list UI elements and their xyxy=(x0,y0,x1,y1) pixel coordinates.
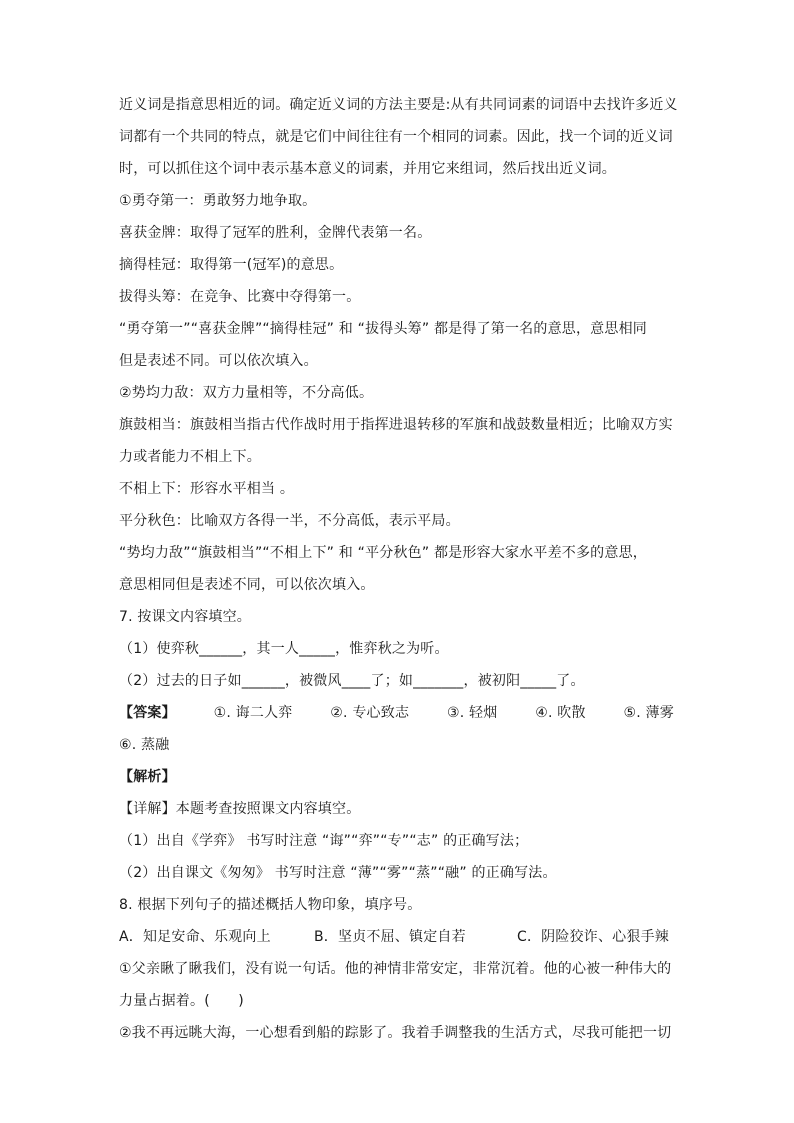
detail-line: （1）出自《学弈》 书写时注意 “诲”“弈”“专”“志” 的正确写法； xyxy=(119,833,529,849)
paragraph-line: 不相上下：形容水平相当 。 xyxy=(119,481,295,497)
detail-line: （2）出自课文《匆匆》 书写时注意 “薄”“雾”“蒸”“融” 的正确写法。 xyxy=(119,865,557,881)
paragraph-line: ②势均力敌：双方力量相等，不分高低。 xyxy=(119,385,374,401)
paragraph-line: 喜获金牌：取得了冠军的胜利，金牌代表第一名。 xyxy=(119,225,432,241)
paragraph-line: 但是表述不同。可以依次填入。 xyxy=(119,353,318,369)
paragraph-line: “势均力敌”“旗鼓相当”“不相上下” 和 “平分秋色” 都是形容大家水平差不多的意思， xyxy=(119,545,647,561)
answer-row xyxy=(119,703,674,723)
paragraph-line: 平分秋色：比喻双方各得一半，不分高低，表示平局。 xyxy=(119,513,460,529)
paragraph-line: ①勇夺第一：勇敢努力地争取。 xyxy=(119,193,317,209)
sentence-line: ②我不再远眺大海，一心想看到船的踪影了。我着手调整我的生活方式，尽我可能把一切 xyxy=(119,1025,672,1041)
answer-item: ②. 专心致志 xyxy=(330,705,410,721)
answer-label: 【答案】 xyxy=(119,705,176,721)
paragraph-line: 摘得桂冠：取得第一(冠军)的意思。 xyxy=(119,257,344,273)
sentence-line: 力量占据着。( ) xyxy=(119,993,244,1009)
question-7-item-1: （1）使弈秋______，其一人_____，惟弈秋之为听。 xyxy=(119,641,449,657)
paragraph-line: 旗鼓相当：旗鼓相当指古代作战时用于指挥进退转移的军旗和战鼓数量相近；比喻双方实 xyxy=(119,417,673,433)
paragraph-line: 力或者能力不相上下。 xyxy=(119,449,261,465)
answer-item: ⑤. 薄雾 xyxy=(623,705,674,721)
paragraph-line: 词都有一个共同的特点，就是它们中间往往有一个相同的词素。因此，找一个词的近义词 xyxy=(119,129,673,145)
option-a: A．知足安命、乐观向上 xyxy=(119,929,271,945)
option-b: B．坚贞不屈、镇定自若 xyxy=(314,929,466,945)
answer-item: ①. 诲二人弈 xyxy=(213,705,293,721)
answer-item-last: ⑥. 蒸融 xyxy=(119,737,170,753)
answer-item: ④. 吹散 xyxy=(535,705,586,721)
paragraph-line: 拔得头筹：在竞争、比赛中夺得第一。 xyxy=(119,289,361,305)
analysis-heading: 【解析】 xyxy=(119,769,176,785)
option-c: C．阴险狡诈、心狠手辣 xyxy=(517,929,669,945)
paragraph-line: 近义词是指意思相近的词。确定近义词的方法主要是:从有共同词素的词语中去找许多近义 xyxy=(119,97,678,113)
paragraph-line: 意思相同但是表述不同，可以依次填入。 xyxy=(119,577,375,593)
paragraph-line: “勇夺第一”“喜获金牌”“摘得桂冠” 和 “拔得头筹” 都是得了第一名的意思，意思相同 xyxy=(119,321,647,337)
question-7-item-2: （2）过去的日子如______，被微风____了；如_______，被初阳_____了。 xyxy=(119,673,585,689)
question-8-title: 8. 根据下列句子的描述概括人物印象，填序号。 xyxy=(119,897,422,913)
sentence-line: ①父亲瞅了瞅我们，没有说一句话。他的神情非常安定，非常沉着。他的心被一种伟大的 xyxy=(119,961,672,977)
question-7-title: 7. 按课文内容填空。 xyxy=(119,609,252,625)
answer-item: ③. 轻烟 xyxy=(446,705,498,721)
paragraph-line: 时，可以抓住这个词中表示基本意义的词素，并用它来组词，然后找出近义词。 xyxy=(119,161,616,177)
detail-line: 【详解】本题考查按照课文内容填空。 xyxy=(119,801,361,817)
